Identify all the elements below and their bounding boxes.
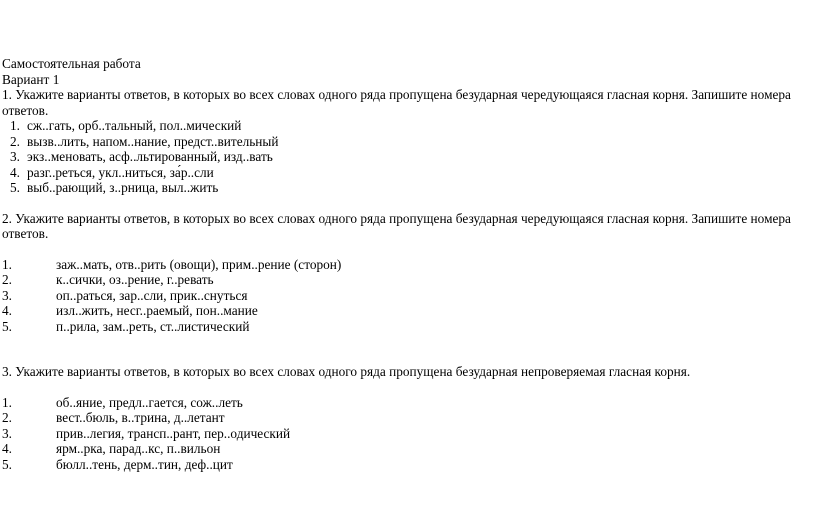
list-item-text: к..сички, оз..рение, г..ревать <box>56 272 214 287</box>
list-item <box>2 118 814 134</box>
list-item-text: сж..гать, орб..тальный, пол..мический <box>27 118 242 133</box>
task-2-question: 2. Укажите варианты ответов, в которых во всех словах одного ряда пропущена безударная чередующаяся гласная корня. Запишите номера ответов. <box>2 210 791 241</box>
list-item-number: 5. <box>2 456 12 472</box>
list-item-number: 1. <box>2 394 12 410</box>
list-item-text: разг..реться, укл..ниться, за́р..сли <box>27 164 214 180</box>
list-item-number: 1. <box>2 256 12 272</box>
list-item-number: 4. <box>2 303 12 318</box>
task-1-answer-list <box>2 118 814 196</box>
list-item-number: 3. <box>10 149 20 164</box>
list-item-text: об..яние, предл..гается, сож..леть <box>56 394 243 410</box>
spacer <box>2 380 814 395</box>
document-page <box>2 56 814 472</box>
list-item-text: экз..меновать, асф..льтированный, изд..вать <box>27 149 273 164</box>
list-item <box>2 272 814 288</box>
task-3-answer-list <box>2 395 814 473</box>
list-item-text: п..рила, зам..реть, ст..листический <box>56 318 250 334</box>
list-item <box>2 457 814 473</box>
list-item <box>2 426 814 442</box>
task-1-question: 1. Укажите варианты ответов, в которых во всех словах одного ряда пропущена безударная чередующаяся гласная корня. Запишите номера ответов. <box>2 87 791 118</box>
list-item <box>2 441 814 457</box>
spacer <box>2 196 814 211</box>
list-item-text: заж..мать, отв..рить (овощи), прим..рение (сторон) <box>56 256 342 272</box>
list-item-number: 2. <box>2 410 12 425</box>
spacer <box>2 334 814 364</box>
list-item-text: прив..легия, трансп..рант, пер..одический <box>56 425 291 441</box>
list-item <box>2 410 814 426</box>
list-item <box>2 134 814 150</box>
list-item-number: 3. <box>2 425 12 441</box>
list-item-text: выб..рающий, з..рница, выл..жить <box>27 180 219 195</box>
list-item <box>2 165 814 181</box>
list-item-number: 5. <box>2 318 12 334</box>
list-item-number: 5. <box>10 180 20 195</box>
list-item <box>2 180 814 196</box>
list-item <box>2 149 814 165</box>
variant-label: Вариант 1 <box>2 71 60 87</box>
spacer <box>2 242 814 257</box>
list-item-text: изл..жить, несг..раемый, пон..мание <box>56 303 258 318</box>
list-item <box>2 395 814 411</box>
list-item <box>2 288 814 304</box>
task-2-answer-list <box>2 257 814 335</box>
list-item-number: 2. <box>10 133 20 149</box>
list-item-text: ярм..рка, парад..кс, п..вильон <box>56 441 221 456</box>
list-item-text: вызв..лить, напом..нание, предст..вительный <box>27 133 279 149</box>
list-item <box>2 257 814 273</box>
list-item-number: 2. <box>2 272 12 287</box>
list-item-text: оп..раться, зар..сли, прик..снуться <box>56 287 248 303</box>
document-title: Самостоятельная работа <box>2 56 141 71</box>
list-item-number: 4. <box>10 164 20 180</box>
list-item-number: 4. <box>2 441 12 456</box>
list-item <box>2 303 814 319</box>
list-item-number: 3. <box>2 287 12 303</box>
list-item-text: вест..бюль, в..трина, д..летант <box>56 410 225 425</box>
list-item-text: бюлл..тень, дерм..тин, деф..цит <box>56 456 233 472</box>
list-item <box>2 319 814 335</box>
task-3-question: 3. Укажите варианты ответов, в которых во всех словах одного ряда пропущена безударная непроверяемая гласная корня. <box>2 364 691 379</box>
list-item-number: 1. <box>10 118 20 133</box>
